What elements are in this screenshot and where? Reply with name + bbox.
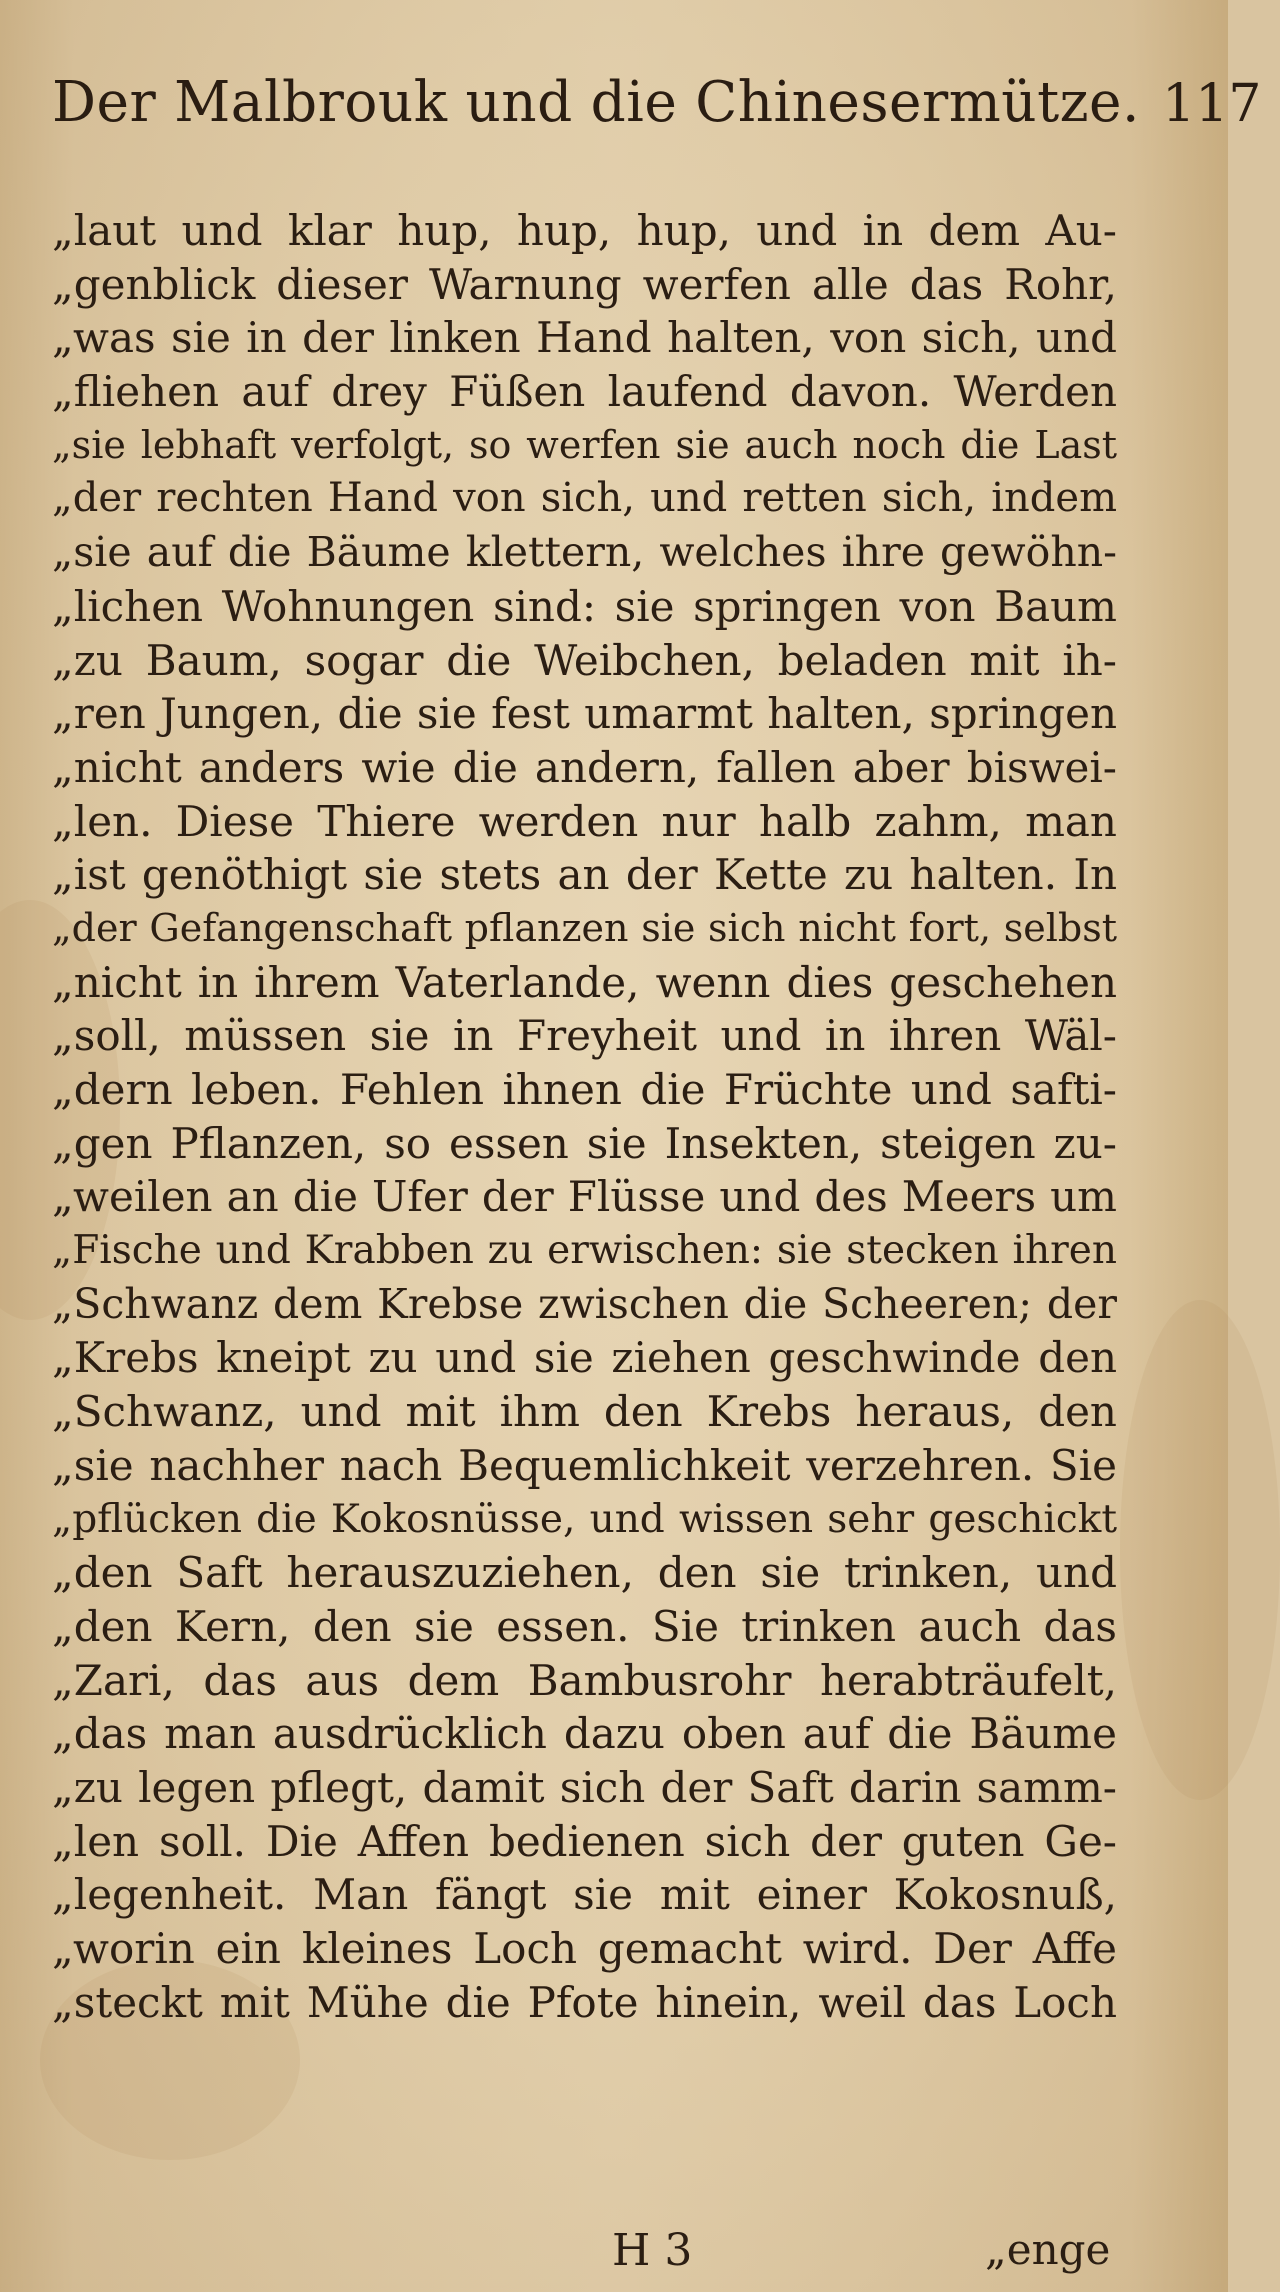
text-line: „zu legen pflegt, damit sich der Saft darin samm- (52, 1762, 1117, 1812)
text-line: „Zari, das aus dem Bambusrohr herabträufelt, (52, 1655, 1117, 1705)
text-line: „den Kern, den sie essen. Sie trinken auch das (52, 1601, 1117, 1651)
text-line: „sie auf die Bäume klettern, welches ihre gewöhn- (52, 528, 1117, 577)
text-line: „fliehen auf drey Füßen laufend davon. Werden (52, 367, 1117, 417)
paper-stain (1120, 1300, 1280, 1800)
page-number: 117 (1162, 74, 1262, 134)
running-title: Der Malbrouk und die Chinesermütze. (52, 70, 1140, 135)
text-line: „Fische und Krabben zu erwischen: sie stecken ihren (52, 1228, 1117, 1274)
text-line: „nicht anders wie die andern, fallen aber biswei- (52, 742, 1117, 792)
text-line: „legenheit. Man fängt sie mit einer Kokosnuß, (52, 1870, 1117, 1920)
text-line: „gen Pflanzen, so essen sie Insekten, steigen zu- (52, 1118, 1117, 1168)
text-line: „soll, müssen sie in Freyheit und in ihren Wäl- (52, 1011, 1117, 1061)
text-line: „nicht in ihrem Vaterlande, wenn dies geschehen (52, 957, 1117, 1007)
page-footer (0, 2225, 1228, 2285)
text-line: „Krebs kneipt zu und sie ziehen geschwinde den (52, 1333, 1117, 1383)
text-line: „genblick dieser Warnung werfen alle das Rohr, (52, 259, 1117, 309)
text-line: „steckt mit Mühe die Pfote hinein, weil das Loch (52, 1977, 1117, 2027)
text-line: „Schwanz dem Krebse zwischen die Scheeren; der (52, 1279, 1117, 1328)
text-line: „den Saft herauszuziehen, den sie trinken, und (52, 1548, 1117, 1598)
text-line: „lichen Wohnungen sind: sie springen von Baum (52, 581, 1117, 631)
text-line: „der Gefangenschaft pflanzen sie sich nicht fort, selbst (52, 905, 1117, 950)
text-line: „sie lebhaft verfolgt, so werfen sie auch noch die Last (52, 422, 1117, 467)
text-line: „das man ausdrücklich dazu oben auf die Bäume (52, 1709, 1117, 1759)
text-line: „zu Baum, sogar die Weibchen, beladen mit ih- (52, 635, 1117, 685)
text-line: „worin ein kleines Loch gemacht wird. Der Affe (52, 1924, 1117, 1973)
signature-mark: H 3 (612, 2225, 693, 2276)
text-line: „sie nachher nach Bequemlichkeit verzehren. Sie (52, 1440, 1117, 1490)
text-line: „dern leben. Fehlen ihnen die Früchte und safti- (52, 1065, 1117, 1114)
text-line: „ist genöthigt sie stets an der Kette zu halten. In (52, 850, 1117, 900)
text-line: „Schwanz, und mit ihm den Krebs heraus, den (52, 1387, 1117, 1437)
text-line: „len. Diese Thiere werden nur halb zahm, man (52, 796, 1117, 846)
text-line: „pflücken die Kokosnüsse, und wissen sehr geschickt (52, 1496, 1117, 1542)
text-line: „laut und klar hup, hup, hup, und in dem Au- (52, 206, 1117, 255)
text-line: „der rechten Hand von sich, und retten sich, indem (52, 475, 1117, 522)
catchword: „enge (985, 2225, 1111, 2274)
text-line: „was sie in der linken Hand halten, von sich, und (52, 313, 1117, 363)
text-line: „ren Jungen, die sie fest umarmt halten, springen (52, 689, 1117, 739)
text-line: „len soll. Die Affen bedienen sich der guten Ge- (52, 1816, 1117, 1866)
body-text (52, 204, 1117, 2029)
page-header (52, 70, 1262, 150)
text-line: „weilen an die Ufer der Flüsse und des Meers um (52, 1172, 1117, 1222)
